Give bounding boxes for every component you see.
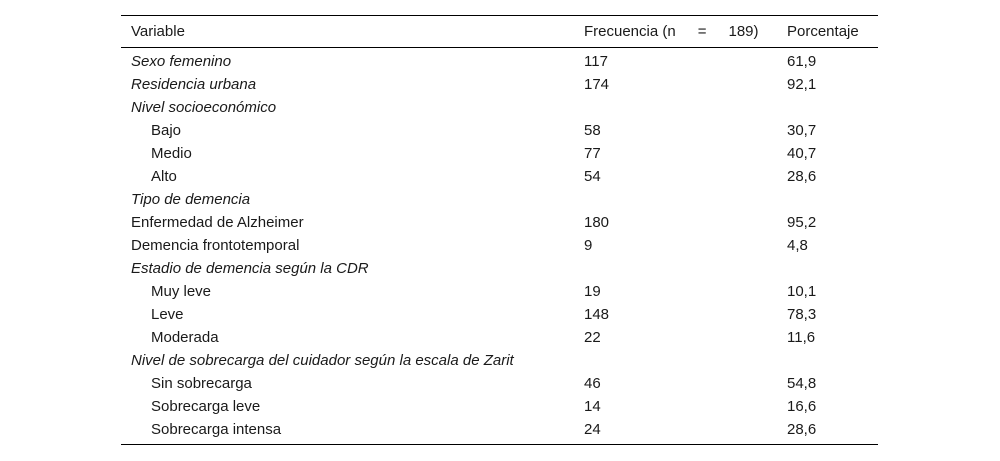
- table-row: [121, 303, 878, 326]
- table-row: [121, 73, 878, 96]
- header-porcentaje: Porcentaje: [777, 16, 878, 48]
- row-label: Nivel socioeconómico: [131, 99, 277, 116]
- row-porcentaje: 28,6: [777, 418, 878, 445]
- table-row: [121, 372, 878, 395]
- table-row: [121, 349, 878, 372]
- row-porcentaje: [777, 349, 878, 372]
- table-row: [121, 280, 878, 303]
- row-frecuencia: [574, 188, 777, 211]
- data-table: [121, 15, 878, 445]
- row-porcentaje: 95,2: [787, 214, 817, 231]
- table-row: [121, 48, 878, 74]
- row-label: Muy leve: [151, 283, 212, 300]
- row-label: Enfermedad de Alzheimer: [131, 214, 304, 231]
- row-frecuencia: 54: [584, 168, 601, 185]
- row-frecuencia: [574, 349, 777, 372]
- row-label: Sexo femenino: [131, 53, 232, 70]
- table-row: [121, 119, 878, 142]
- row-frecuencia: [574, 257, 777, 280]
- header-frecuencia-eq: =: [697, 23, 707, 40]
- header-row: [121, 16, 878, 48]
- row-frecuencia: 117: [584, 53, 608, 70]
- row-porcentaje: 40,7: [787, 145, 817, 162]
- row-porcentaje: 28,6: [787, 168, 817, 185]
- table-row: [121, 395, 878, 418]
- row-frecuencia: [574, 96, 777, 119]
- row-frecuencia: 58: [584, 122, 601, 139]
- row-label: Demencia frontotemporal: [131, 237, 300, 254]
- row-porcentaje: 4,8: [787, 237, 808, 254]
- row-porcentaje: [777, 188, 878, 211]
- row-frecuencia: 180: [584, 214, 610, 231]
- row-frecuencia: 9: [584, 237, 593, 254]
- row-label: Sin sobrecarga: [151, 375, 252, 392]
- row-frecuencia: 46: [584, 375, 601, 392]
- row-label: Alto: [151, 168, 177, 185]
- table-row: [121, 418, 878, 445]
- row-porcentaje: [777, 96, 878, 119]
- row-frecuencia: 77: [584, 145, 601, 162]
- header-frecuencia-n: 189): [728, 23, 759, 40]
- row-porcentaje: 30,7: [787, 122, 817, 139]
- header-variable: Variable: [121, 16, 574, 48]
- row-label: Tipo de demencia: [131, 191, 251, 208]
- row-porcentaje: [777, 257, 878, 280]
- row-label: Sobrecarga intensa: [121, 418, 574, 445]
- header-frecuencia: [574, 16, 777, 48]
- row-porcentaje: 78,3: [787, 306, 817, 323]
- table-row: [121, 142, 878, 165]
- row-porcentaje: 54,8: [787, 375, 817, 392]
- row-label: Leve: [151, 306, 184, 323]
- row-frecuencia: 14: [584, 398, 601, 415]
- table-body: [121, 48, 878, 445]
- row-label: Bajo: [151, 122, 182, 139]
- row-label: Medio: [151, 145, 192, 162]
- row-label: Nivel de sobrecarga del cuidador según la escala de Zarit: [131, 352, 514, 369]
- row-frecuencia: 22: [584, 329, 601, 346]
- table-row: [121, 211, 878, 234]
- table-row: [121, 165, 878, 188]
- row-porcentaje: 92,1: [787, 76, 817, 93]
- table-row: [121, 188, 878, 211]
- table-row: [121, 257, 878, 280]
- row-label: Residencia urbana: [131, 76, 257, 93]
- table-row: [121, 234, 878, 257]
- table-row: [121, 326, 878, 349]
- data-table-container: [121, 15, 878, 445]
- row-porcentaje: 61,9: [787, 53, 817, 70]
- row-porcentaje: 11,6: [787, 329, 816, 346]
- header-frecuencia-label: Frecuencia (n: [584, 23, 676, 40]
- row-frecuencia: 24: [574, 418, 777, 445]
- table-row: [121, 96, 878, 119]
- row-label: Estadio de demencia según la CDR: [131, 260, 369, 277]
- row-frecuencia: 148: [584, 306, 610, 323]
- row-label: Sobrecarga leve: [151, 398, 261, 415]
- row-porcentaje: 10,1: [787, 283, 817, 300]
- row-frecuencia: 19: [584, 283, 601, 300]
- table-header: [121, 16, 878, 48]
- row-label: Moderada: [151, 329, 219, 346]
- row-porcentaje: 16,6: [787, 398, 817, 415]
- row-frecuencia: 174: [584, 76, 610, 93]
